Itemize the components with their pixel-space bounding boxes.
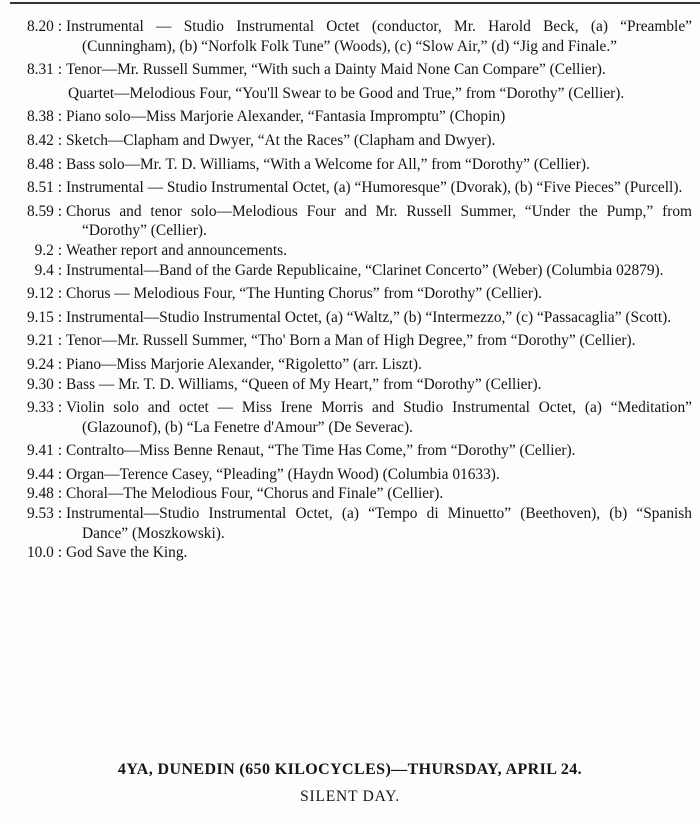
entry-text: Violin solo and octet — Miss Irene Morris and Studio Instrumental Octet, (a) “Meditation” (Glazounof), (b) “La Fenetre d'Amour” (De Severac).: [66, 399, 692, 436]
programme-listing: [8, 17, 692, 563]
programme-entry: [8, 355, 692, 375]
programme-entry: [8, 441, 692, 461]
entry-time: 8.20 :: [26, 18, 62, 35]
entry-time: 9.21 :: [26, 332, 62, 350]
programme-entry: [8, 60, 692, 80]
entry-text: Bass solo—Mr. T. D. Williams, “With a Welcome for All,” from “Dorothy” (Cellier).: [66, 155, 590, 173]
programme-entry: [8, 465, 692, 485]
entry-time: 9.24 :: [26, 355, 62, 373]
programme-entry: [8, 375, 692, 395]
entry-text: Instrumental—Studio Instrumental Octet, (a) “Waltz,” (b) “Intermezzo,” (c) “Passacaglia” (Scott).: [66, 308, 672, 326]
entry-text: Instrumental — Studio Instrumental Octet, (a) “Humoresque” (Dvorak), (b) “Five Pieces” (Purcell).: [66, 179, 683, 197]
entry-text: Tenor—Mr. Russell Summer, “With such a Dainty Maid None Can Compare” (Cellier).: [66, 61, 606, 79]
entry-time: 9.33 :: [26, 399, 62, 417]
entry-text: Instrumental—Studio Instrumental Octet, (a) “Tempo di Minuetto” (Beethoven), (b) “Spanish Dance” (Moszkowski).: [66, 505, 692, 542]
programme-entry: [8, 543, 692, 563]
entry-text: Contralto—Miss Benne Renaut, “The Time Has Come,” from “Dorothy” (Cellier).: [66, 442, 576, 460]
top-rule: [10, 2, 700, 4]
entry-text: Piano—Miss Marjorie Alexander, “Rigoletto” (arr. Liszt).: [66, 355, 422, 373]
entry-text: Choral—The Melodious Four, “Chorus and Finale” (Cellier).: [66, 485, 444, 503]
entry-time: 9.12 :: [26, 285, 62, 303]
silent-day-note: SILENT DAY.: [300, 788, 400, 805]
entry-time: 8.48 :: [26, 155, 62, 173]
programme-entry: [8, 241, 692, 261]
programme-entry: [8, 504, 692, 543]
entry-time: 9.2 :: [34, 241, 62, 259]
programme-entry: [8, 484, 692, 504]
entry-text: Instrumental — Studio Instrumental Octet (conductor, Mr. Harold Beck, (a) “Preamble” (Cunningham), (b) “Norfolk Folk Tune” (Woods), (c) “Slow Air,” (d) “Jig and Finale.”: [66, 18, 692, 55]
entry-text: Instrumental—Band of the Garde Republicaine, “Clarinet Concerto” (Weber) (Columbia 02879).: [66, 261, 664, 279]
programme-entry: [8, 155, 692, 175]
entry-time: 9.15 :: [26, 308, 62, 326]
programme-entry: [8, 131, 692, 151]
entry-text: Weather report and announcements.: [66, 241, 287, 259]
entry-time: 8.38 :: [26, 108, 62, 126]
entry-time: 9.48 :: [26, 485, 62, 503]
entry-text: Piano solo—Miss Marjorie Alexander, “Fantasia Impromptu” (Chopin): [66, 108, 506, 126]
entry-text: Chorus and tenor solo—Melodious Four and Mr. Russell Summer, “Under the Pump,” from “Dorothy” (Cellier).: [66, 202, 692, 240]
programme-entry: [8, 398, 692, 437]
entry-text: Quartet—Melodious Four, “You'll Swear to be Good and True,” from “Dorothy” (Cellier).: [68, 84, 625, 102]
entry-time: 9.41 :: [26, 442, 62, 460]
programme-entry: [8, 178, 692, 198]
entry-text: Tenor—Mr. Russell Summer, “Tho' Born a Man of High Degree,” from “Dorothy” (Cellier).: [66, 332, 636, 350]
programme-entry: [8, 331, 692, 351]
entry-time: 10.0 :: [26, 544, 62, 562]
programme-entry: [8, 261, 692, 281]
programme-entry: [8, 284, 692, 304]
entry-time: 9.53 :: [26, 505, 62, 523]
entry-text: Sketch—Clapham and Dwyer, “At the Races” (Clapham and Dwyer).: [66, 131, 496, 149]
entry-text: God Save the King.: [66, 544, 188, 562]
entry-text: Organ—Terence Casey, “Pleading” (Haydn Wood) (Columbia 01633).: [66, 465, 500, 483]
entry-time: 8.42 :: [26, 131, 62, 149]
entry-time: 9.4 :: [34, 261, 62, 279]
entry-time: 8.59 :: [26, 202, 62, 220]
entry-time: 9.30 :: [26, 375, 62, 393]
programme-entry: [8, 308, 692, 328]
programme-entry: [8, 84, 692, 104]
station-heading: 4YA, DUNEDIN (650 KILOCYCLES)—THURSDAY, APRIL 24.: [117, 761, 583, 778]
entry-text: Bass — Mr. T. D. Williams, “Queen of My Heart,” from “Dorothy” (Cellier).: [66, 375, 542, 393]
programme-entry: [8, 202, 692, 241]
programme-entry: [8, 17, 692, 56]
entry-text: Chorus — Melodious Four, “The Hunting Chorus” from “Dorothy” (Cellier).: [66, 285, 542, 303]
entry-time: 8.31 :: [26, 61, 62, 79]
programme-entry: [8, 107, 692, 127]
entry-time: 9.44 :: [26, 465, 62, 483]
entry-time: 8.51 :: [26, 179, 62, 197]
